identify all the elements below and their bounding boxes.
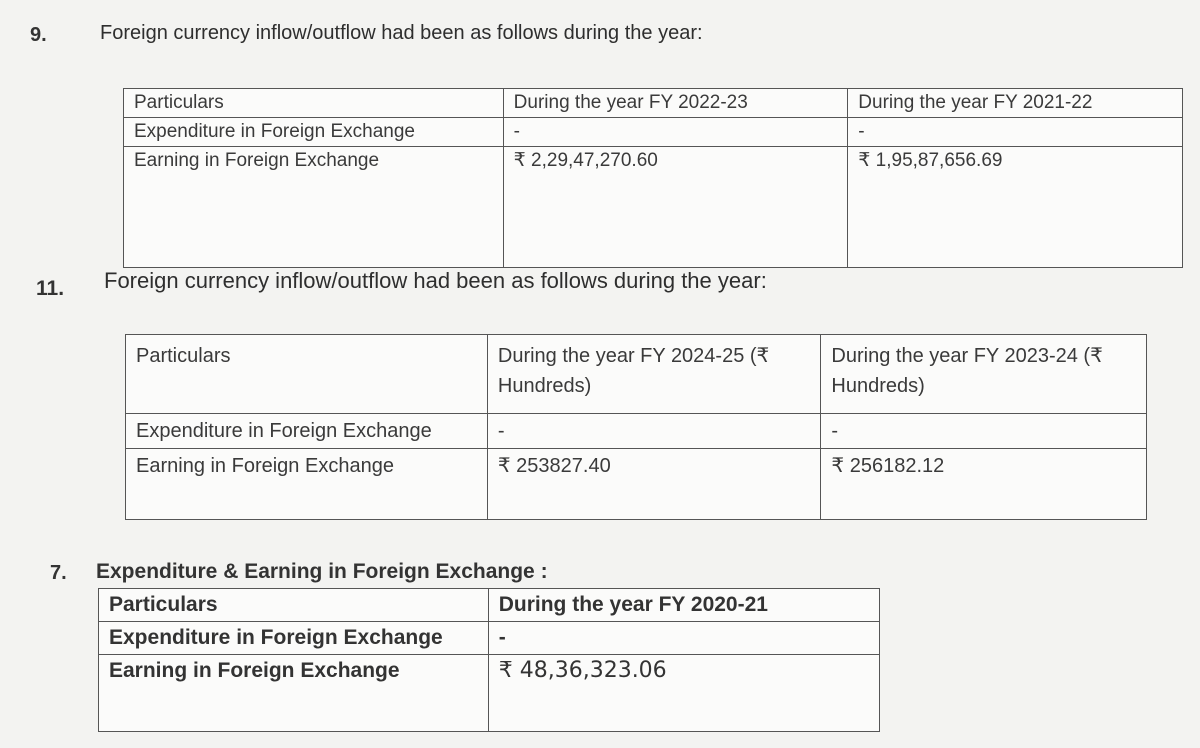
table-row (126, 414, 1147, 449)
column-header: During the year FY 2024-25 (₹ Hundreds) (487, 335, 821, 414)
table-row (124, 118, 1183, 147)
table-cell: - (503, 118, 848, 147)
section-number: 7. (50, 562, 67, 584)
section-heading: Foreign currency inflow/outflow had been as follows during the year: (100, 22, 703, 44)
row-label: Expenditure in Foreign Exchange (124, 118, 504, 147)
table-row (99, 655, 880, 688)
table-cell: ₹ 253827.40 (487, 449, 821, 484)
foreign-exchange-table-fy2022-23 (123, 88, 1183, 268)
table-cell: - (487, 414, 821, 449)
section-heading: Foreign currency inflow/outflow had been as follows during the year: (104, 268, 767, 293)
foreign-exchange-table-fy2024-25 (125, 334, 1147, 520)
table-header-row (124, 89, 1183, 118)
section-number: 11. (36, 277, 65, 300)
row-label: Expenditure in Foreign Exchange (126, 414, 488, 449)
section-number: 9. (30, 24, 47, 46)
table-cell: ₹ 1,95,87,656.69 (848, 147, 1183, 176)
row-label: Earning in Foreign Exchange (126, 449, 488, 484)
table-header-row (126, 335, 1147, 414)
column-header: Particulars (99, 589, 489, 622)
table-row (99, 622, 880, 655)
table-cell: ₹ 2,29,47,270.60 (503, 147, 848, 176)
column-header: Particulars (124, 89, 504, 118)
section-heading: Expenditure & Earning in Foreign Exchange : (96, 560, 548, 583)
table-empty-row (99, 687, 880, 732)
column-header: During the year FY 2023-24 (₹ Hundreds) (821, 335, 1147, 414)
table-empty-row (124, 175, 1183, 268)
column-header: During the year FY 2022-23 (503, 89, 848, 118)
row-label: Earning in Foreign Exchange (99, 655, 489, 688)
table-row (124, 147, 1183, 176)
row-label: Earning in Foreign Exchange (124, 147, 504, 176)
table-cell: - (488, 622, 879, 655)
column-header: During the year FY 2020-21 (488, 589, 879, 622)
table-cell: ₹ 256182.12 (821, 449, 1147, 484)
table-cell: ₹ 48,36,323.06 (488, 655, 879, 688)
table-empty-row (126, 483, 1147, 520)
table-cell: - (848, 118, 1183, 147)
table-row (126, 449, 1147, 484)
column-header: Particulars (126, 335, 488, 414)
row-label: Expenditure in Foreign Exchange (99, 622, 489, 655)
table-cell: - (821, 414, 1147, 449)
column-header: During the year FY 2021-22 (848, 89, 1183, 118)
foreign-exchange-table-fy2020-21 (98, 588, 880, 732)
table-header-row (99, 589, 880, 622)
